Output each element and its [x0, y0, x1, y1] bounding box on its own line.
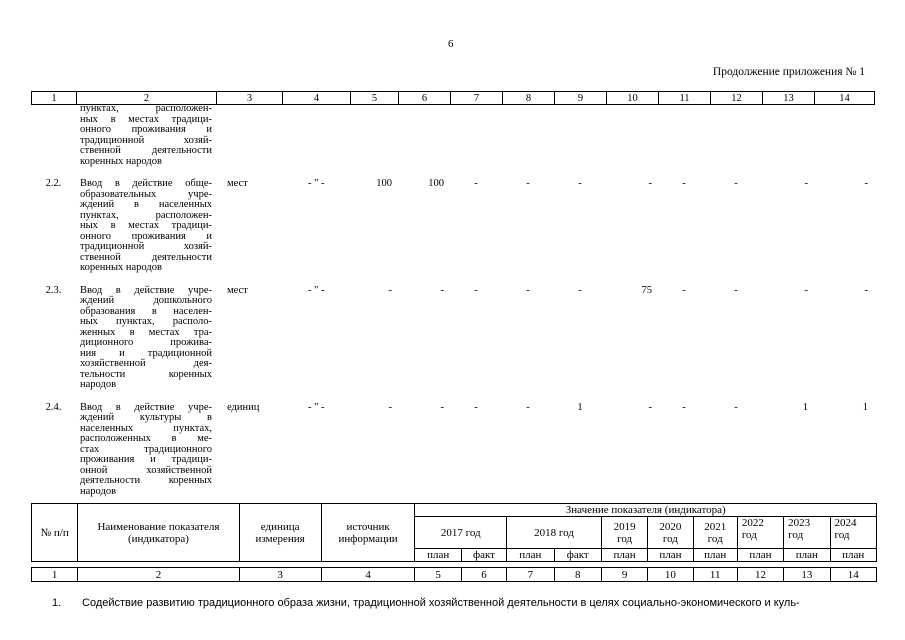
value-cell: - — [474, 284, 478, 296]
header-fact: факт — [461, 549, 506, 562]
col-number: 12 — [737, 568, 783, 582]
value-cell: 1 — [577, 401, 583, 413]
continuation-label: Продолжение приложения № 1 — [712, 66, 865, 78]
header-year-2021: 2021 год — [693, 517, 737, 549]
indicator-name-line: ных в местах традици- — [80, 113, 212, 125]
table-row — [31, 171, 874, 278]
col-number: 1 — [32, 92, 77, 105]
value-cell: - — [804, 284, 808, 296]
indicator-name-line: населенных пунктах, — [80, 422, 212, 434]
indicator-name-line: ждений дошкольного — [80, 295, 212, 306]
header-plan: план — [601, 549, 647, 562]
header-plan: план — [830, 549, 877, 562]
header-year-2019: 2019 год — [601, 517, 647, 549]
value-cell: - — [864, 178, 868, 189]
value-cell: - — [734, 178, 738, 189]
indicator-name-line: ния и традиционной — [80, 347, 212, 359]
indicator-name-line: онного проживания и — [80, 230, 212, 242]
header-num: № п/п — [32, 504, 78, 562]
value-cell: 1 — [862, 401, 868, 413]
unit-cell: единиц — [227, 401, 260, 413]
indicator-name-line: народов — [80, 379, 117, 390]
value-cell: - — [578, 178, 582, 189]
indicator-name-line: проживания и традици- — [80, 454, 212, 465]
header-name: Наименование показателя (индикатора) — [78, 504, 239, 562]
indicator-name-line: диционного прожива- — [80, 337, 212, 348]
indicator-name-line: традиционной хозяй- — [80, 134, 212, 146]
indicator-name-line: ственной деятельности — [80, 145, 212, 156]
value-cell — [814, 104, 874, 171]
indicator-table-header — [31, 503, 877, 582]
source-cell: - " - — [308, 401, 325, 413]
unit-cell — [216, 104, 282, 171]
indicator-name-line: стах традиционного — [80, 443, 212, 455]
header-year-2020: 2020 год — [648, 517, 693, 549]
value-cell: - — [648, 178, 652, 189]
indicator-name-line: образования в населен- — [80, 305, 212, 317]
header-source: источник информации — [321, 504, 415, 562]
col-number: 2 — [78, 568, 239, 582]
indicator-name-line: традиционной хозяй- — [80, 241, 212, 252]
indicator-name-line: Ввод в действие учре- — [80, 401, 212, 413]
indicator-name-line: онного проживания и — [80, 124, 212, 135]
col-number: 10 — [648, 568, 693, 582]
indicator-name-line: пунктах, расположен- — [80, 103, 212, 114]
col-number: 4 — [283, 92, 351, 105]
header-year-2024: 2024 год — [830, 517, 877, 549]
header-plan: план — [415, 549, 461, 562]
value-cell: - — [388, 401, 392, 413]
col-number: 14 — [830, 568, 877, 582]
col-number: 8 — [503, 92, 555, 105]
row-number — [31, 104, 76, 171]
value-cell: - — [804, 178, 808, 189]
table-row — [31, 395, 874, 502]
header-year-2023: 2023 год — [784, 517, 830, 549]
col-number: 14 — [815, 92, 875, 105]
indicator-name-line: ждений культуры в — [80, 412, 212, 423]
source-cell: - " - — [308, 178, 325, 189]
indicator-name-line: женных в местах тра- — [80, 326, 212, 338]
header-fact: факт — [554, 549, 601, 562]
source-cell — [282, 104, 350, 171]
col-number: 10 — [607, 92, 659, 105]
table-row — [31, 104, 874, 171]
indicator-name-line: ждений в населенных — [80, 199, 212, 210]
row-number: 2.4. — [45, 401, 62, 413]
header-year-2022: 2022 год — [737, 517, 783, 549]
col-number: 5 — [351, 92, 399, 105]
value-cell: - — [474, 178, 478, 189]
source-cell: - " - — [308, 284, 325, 296]
indicator-name-line: тельности коренных — [80, 368, 212, 380]
col-number: 5 — [415, 568, 461, 582]
value-cell: - — [734, 401, 738, 413]
indicator-name-line: коренных народов — [80, 262, 162, 273]
header-plan: план — [648, 549, 693, 562]
header-year-2018: 2018 год — [507, 517, 602, 549]
col-number: 12 — [711, 92, 763, 105]
value-cell: - — [734, 284, 738, 296]
value-cell: 100 — [428, 178, 444, 189]
value-cell — [658, 104, 710, 171]
section-number: 1. — [52, 597, 62, 609]
col-number: 6 — [399, 92, 451, 105]
value-cell: 1 — [802, 401, 808, 413]
indicator-name-line: образовательных учре- — [80, 188, 212, 200]
indicator-name-line: пунктах, расположен- — [80, 209, 212, 221]
col-number: 7 — [507, 568, 554, 582]
col-number: 3 — [217, 92, 283, 105]
col-number: 9 — [601, 568, 647, 582]
value-cell — [502, 104, 554, 171]
value-cell — [450, 104, 502, 171]
value-cell: - — [682, 401, 686, 413]
section-text: Содействие развитию традиционного образа жизни, традиционной хозяйственной деятельности в целях социально-экономического и куль- — [82, 597, 800, 609]
indicator-name-line: ственной деятельности — [80, 251, 212, 263]
indicator-name-line: коренных народов — [80, 155, 162, 167]
value-cell: - — [578, 284, 582, 296]
indicator-name — [76, 278, 216, 395]
col-number: 13 — [763, 92, 815, 105]
value-cell: - — [648, 401, 652, 413]
col-number: 7 — [451, 92, 503, 105]
indicator-name — [76, 395, 216, 502]
indicator-name-line: хозяйственной дея- — [80, 358, 212, 369]
row-number: 2.2. — [45, 178, 62, 189]
value-cell — [606, 104, 658, 171]
header-year-2017: 2017 год — [415, 517, 507, 549]
header-plan: план — [784, 549, 830, 562]
value-cell: - — [440, 401, 444, 413]
header-plan: план — [507, 549, 554, 562]
value-cell: - — [682, 284, 686, 296]
indicator-name-line: онной хозяйственной — [80, 464, 212, 476]
indicator-name-line: ных в местах традици- — [80, 220, 212, 231]
value-cell: - — [526, 178, 530, 189]
value-cell: 75 — [641, 284, 652, 296]
value-cell: - — [682, 178, 686, 189]
indicator-name — [76, 171, 216, 278]
indicator-name-line: расположенных в ме- — [80, 433, 212, 444]
value-cell: - — [864, 284, 868, 296]
indicator-name-line: Ввод в действие обще- — [80, 178, 212, 189]
indicator-name-line: ных пунктах, располо- — [80, 316, 212, 327]
indicator-name — [76, 104, 216, 171]
col-number: 8 — [554, 568, 601, 582]
header-unit: единица измерения — [239, 504, 321, 562]
page-number: 6 — [448, 38, 454, 50]
col-number: 11 — [693, 568, 737, 582]
header-value-group: Значение показателя (индикатора) — [415, 504, 877, 517]
value-cell: - — [526, 401, 530, 413]
col-number: 9 — [555, 92, 607, 105]
value-cell — [350, 104, 398, 171]
value-cell — [762, 104, 814, 171]
indicator-table-body — [31, 104, 874, 501]
header-plan: план — [737, 549, 783, 562]
value-cell: 100 — [376, 178, 392, 189]
col-number: 3 — [239, 568, 321, 582]
unit-cell: мест — [227, 178, 248, 189]
value-cell: - — [526, 284, 530, 296]
value-cell: - — [440, 284, 444, 296]
col-number: 2 — [77, 92, 217, 105]
unit-cell: мест — [227, 284, 248, 296]
indicator-name-line: Ввод в действие учре- — [80, 284, 212, 296]
indicator-name-line: народов — [80, 485, 117, 497]
row-number: 2.3. — [45, 284, 62, 296]
col-number: 11 — [659, 92, 711, 105]
value-cell: - — [388, 284, 392, 296]
col-number: 6 — [461, 568, 506, 582]
indicator-name-line: деятельности коренных — [80, 475, 212, 486]
section-heading — [52, 597, 800, 609]
value-cell — [554, 104, 606, 171]
col-number: 1 — [32, 568, 78, 582]
table-row — [31, 278, 874, 395]
value-cell — [710, 104, 762, 171]
header-plan: план — [693, 549, 737, 562]
value-cell — [398, 104, 450, 171]
value-cell: - — [474, 401, 478, 413]
col-number: 4 — [321, 568, 415, 582]
col-number: 13 — [784, 568, 830, 582]
